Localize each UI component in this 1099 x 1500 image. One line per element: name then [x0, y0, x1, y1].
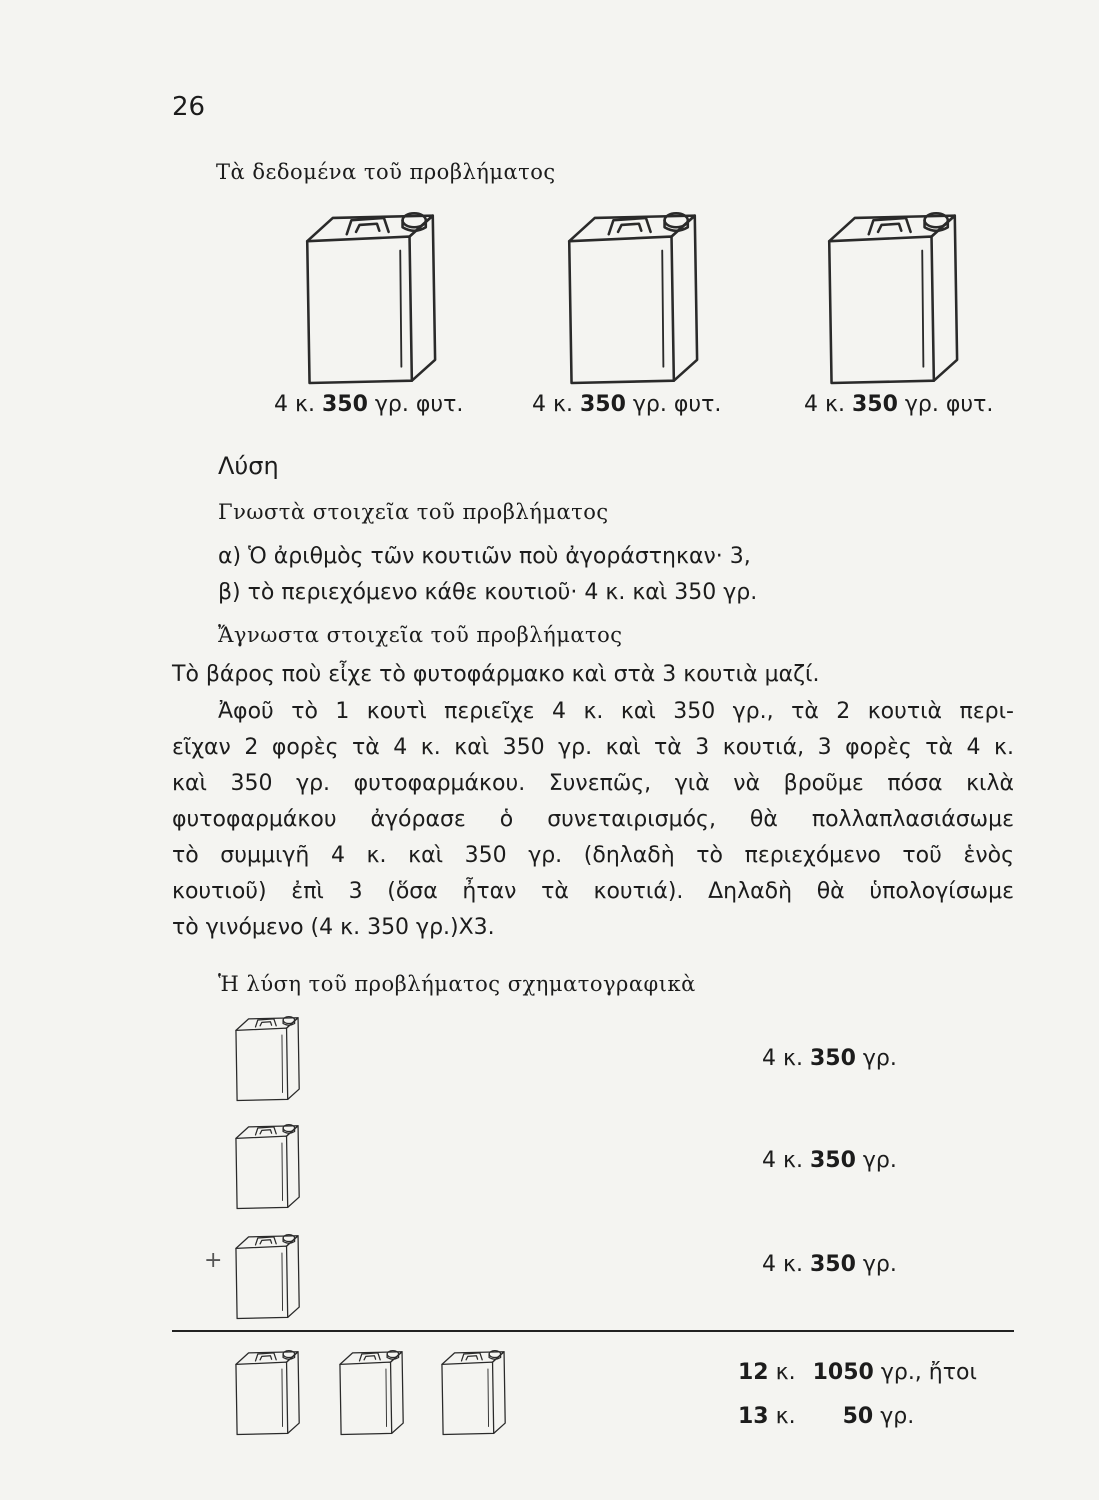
explanation-line: Ἀφοῦ τὸ 1 κουτὶ περιεῖχε 4 κ. καὶ 350 γρ., τὰ 2 κουτιὰ περι-	[218, 699, 1014, 724]
unknown-heading: Ἄγνωστα στοιχεῖα τοῦ προβλήματος	[218, 623, 623, 647]
jerrycan-icon	[562, 204, 702, 390]
solution-heading: Λύση	[218, 452, 279, 480]
jerrycan-icon	[230, 1230, 304, 1322]
explanation-line: καὶ 350 γρ. φυτοφαρμάκου. Συνεπῶς, γιὰ νὰ βροῦμε πόσα κιλὰ	[172, 771, 1014, 796]
jerrycan-icon	[334, 1346, 408, 1438]
known-item: β) τὸ περιεχόμενο κάθε κουτιοῦ· 4 κ. καὶ 350 γρ.	[218, 580, 758, 605]
given-quantity: 4 κ. 350 γρ. φυτ.	[804, 392, 994, 417]
explanation-line: τὸ γινόμενο (4 κ. 350 γρ.)Χ3.	[172, 915, 495, 940]
jerrycan-icon	[822, 204, 962, 390]
jerrycan-icon	[230, 1346, 304, 1438]
explanation-line: τὸ συμμιγῆ 4 κ. καὶ 350 γρ. (δηλαδὴ τὸ περιεχόμενο τοῦ ἑνὸς	[172, 843, 1014, 868]
explanation-line: εῖχαν 2 φορὲς τὰ 4 κ. καὶ 350 γρ. καὶ τὰ 3 κουτιά, 3 φορὲς τὰ 4 κ.	[172, 735, 1014, 760]
explanation-paragraph	[172, 694, 1014, 946]
given-heading: Τὰ δεδομένα τοῦ προβλήματος	[216, 160, 556, 184]
known-heading: Γνωστὰ στοιχεῖα τοῦ προβλήματος	[218, 500, 609, 524]
unknown-text: Τὸ βάρος ποὺ εἶχε τὸ φυτοφάρμακο καὶ στὰ 3 κουτιὰ μαζί.	[172, 662, 820, 687]
jerrycan-icon	[230, 1120, 304, 1212]
graphic-heading: Ἡ λύση τοῦ προβλήματος σχηματογραφικὰ	[218, 972, 696, 996]
jerrycan-icon	[436, 1346, 510, 1438]
page-number: 26	[172, 92, 206, 122]
addend-quantity: 4 κ. 350 γρ.	[762, 1148, 897, 1173]
given-quantity: 4 κ. 350 γρ. φυτ.	[532, 392, 722, 417]
known-item: α) Ὁ ἀριθμὸς τῶν κουτιῶν ποὺ ἀγοράστηκαν· 3,	[218, 544, 751, 569]
sum-divider	[172, 1330, 1014, 1332]
jerrycan-icon	[230, 1012, 304, 1104]
addend-quantity: 4 κ. 350 γρ.	[762, 1252, 897, 1277]
plus-sign: +	[204, 1248, 223, 1273]
explanation-line: κουτιοῦ) ἐπὶ 3 (ὅσα ἦταν τὰ κουτιά). Δηλαδὴ θὰ ὑπολογίσωμε	[172, 879, 1014, 904]
result-line: 12 κ. 1050 γρ., ἤτοι	[738, 1360, 977, 1385]
explanation-line: φυτοφαρμάκου ἀγόρασε ὁ συνεταιρισμός, θὰ πολλαπλασιάσωμε	[172, 807, 1014, 832]
jerrycan-icon	[300, 204, 440, 390]
addend-quantity: 4 κ. 350 γρ.	[762, 1046, 897, 1071]
given-quantity: 4 κ. 350 γρ. φυτ.	[274, 392, 464, 417]
result-line: 13 κ. 50 γρ.	[738, 1404, 915, 1429]
